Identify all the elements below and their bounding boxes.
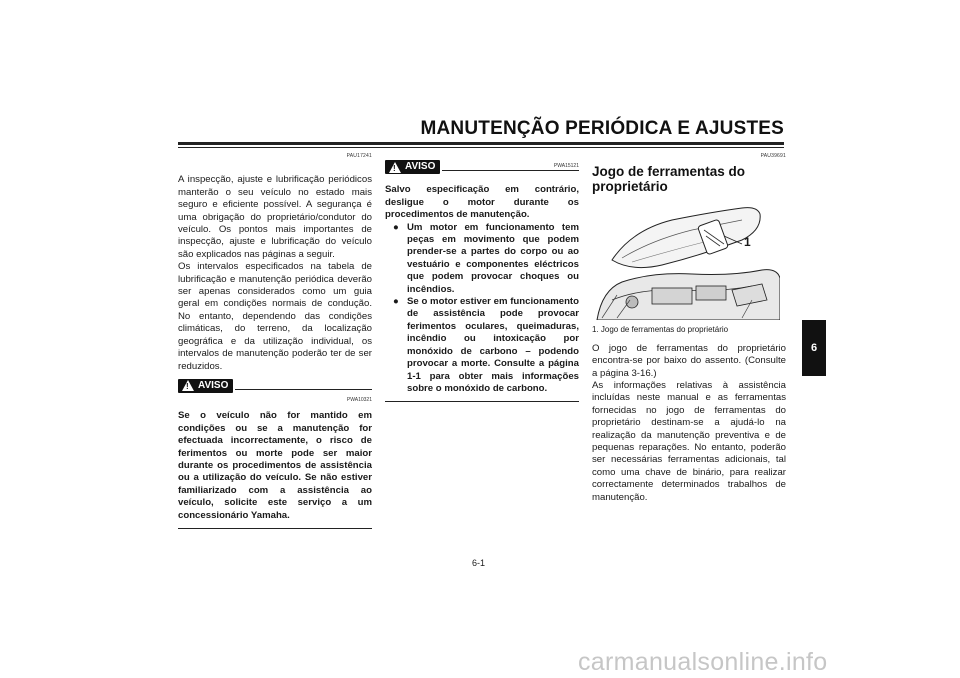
warning-text: Se o veículo não for mantido em condições ou se a manutenção for efectuada incorrectamente, o risco de ferimentos ou morte pode ser maior durante os procedimentos de assistência ou a utilização do veículo. Se não estiver familiarizado com a assistência ao veículo, solicite este serviço a um concessionário Yamaha.	[178, 410, 372, 521]
warning-triangle-icon: !	[182, 380, 194, 391]
page-title: MANUTENÇÃO PERIÓDICA E AJUSTES	[420, 118, 784, 139]
warning-rule	[235, 389, 372, 390]
page-number: 6-1	[472, 558, 486, 568]
warning-badge	[178, 379, 233, 393]
warning-intro: Salvo especificação em contrário, desligue o motor durante os procedimentos de manutenção.	[385, 184, 579, 221]
column-3	[592, 150, 786, 504]
header-rule-thin	[178, 147, 784, 148]
toolkit-paragraph-2: As informações relativas à assistência incluídas neste manual e as ferramentas fornecidas no jogo de ferramentas do proprietário destinam-se a ajudá-lo na realização da manutenção preventiva e de pequenas reparações. No entanto, poderão ser necessárias ferramentas adicionais, tal como uma chave de binário, para realizar correctamente determinados trabalhos de manutenção.	[592, 380, 786, 503]
list-item: ● Se o motor estiver em funcionamento de assistência pode provocar ferimentos oculares, queimaduras, incêndio ou intoxicação por monóxido de carbono – podendo provocar a morte. Consulte a página 1-1 para obter mais informações sobre o monóxido de carbono.	[393, 296, 579, 394]
warning-end-rule	[385, 401, 579, 402]
intro-paragraph-2: Os intervalos especificados na tabela de lubrificação e manutenção periódica deverão ser apenas considerados como um guia geral em condições normais de condução. No entanto, dependendo das condições climáticas, do terreno, da localização geográfica e da utilização individual, os intervalos de manutenção poderão ter de ser reduzidos.	[178, 261, 372, 372]
warning-badge	[385, 160, 440, 174]
section-title: Jogo de ferramentas do proprietário	[592, 164, 746, 195]
section-code: PAU39691	[760, 153, 786, 159]
column-2	[385, 150, 579, 402]
toolkit-paragraph-1: O jogo de ferramentas do proprietário encontra-se por baixo do assento. (Consulte a página 3-16.)	[592, 342, 786, 379]
bullet-icon: ●	[393, 221, 399, 233]
bullet-icon: ●	[393, 296, 399, 308]
intro-paragraph-1: A inspecção, ajuste e lubrificação periódicos manterão o seu veículo no estado mais seguro e eficiente possível. A segurança é uma obrigação do proprietário/condutor do veículo. Os pontos mais importantes de inspecção, ajuste e lubrificação do veículo são explicados nas páginas a seguir.	[178, 174, 372, 260]
warning-label: AVISO	[405, 160, 436, 172]
figure-caption: 1. Jogo de ferramentas do proprietário	[592, 325, 729, 335]
warning-code: PWA15121	[553, 163, 579, 169]
watermark: carmanualsonline.info	[578, 648, 828, 676]
motorcycle-seat-illustration	[592, 200, 780, 320]
figure-callout: 1	[744, 235, 751, 250]
column-1	[178, 150, 372, 529]
chapter-tab: 6	[802, 320, 826, 376]
warning-end-rule	[178, 528, 372, 529]
list-item: ● Um motor em funcionamento tem peças em movimento que podem prender-se a partes do corpo ou ao vestuário e componentes eléctricos que podem provocar choques ou incêndios.	[393, 221, 579, 295]
warning-label: AVISO	[198, 379, 229, 391]
toolkit-figure	[592, 200, 780, 320]
header-rule	[178, 142, 784, 145]
warning-triangle-icon: !	[389, 162, 401, 173]
warning-code: PWA10321	[346, 396, 372, 403]
warning-header	[178, 379, 372, 393]
section-code: PAU17241	[346, 153, 372, 159]
